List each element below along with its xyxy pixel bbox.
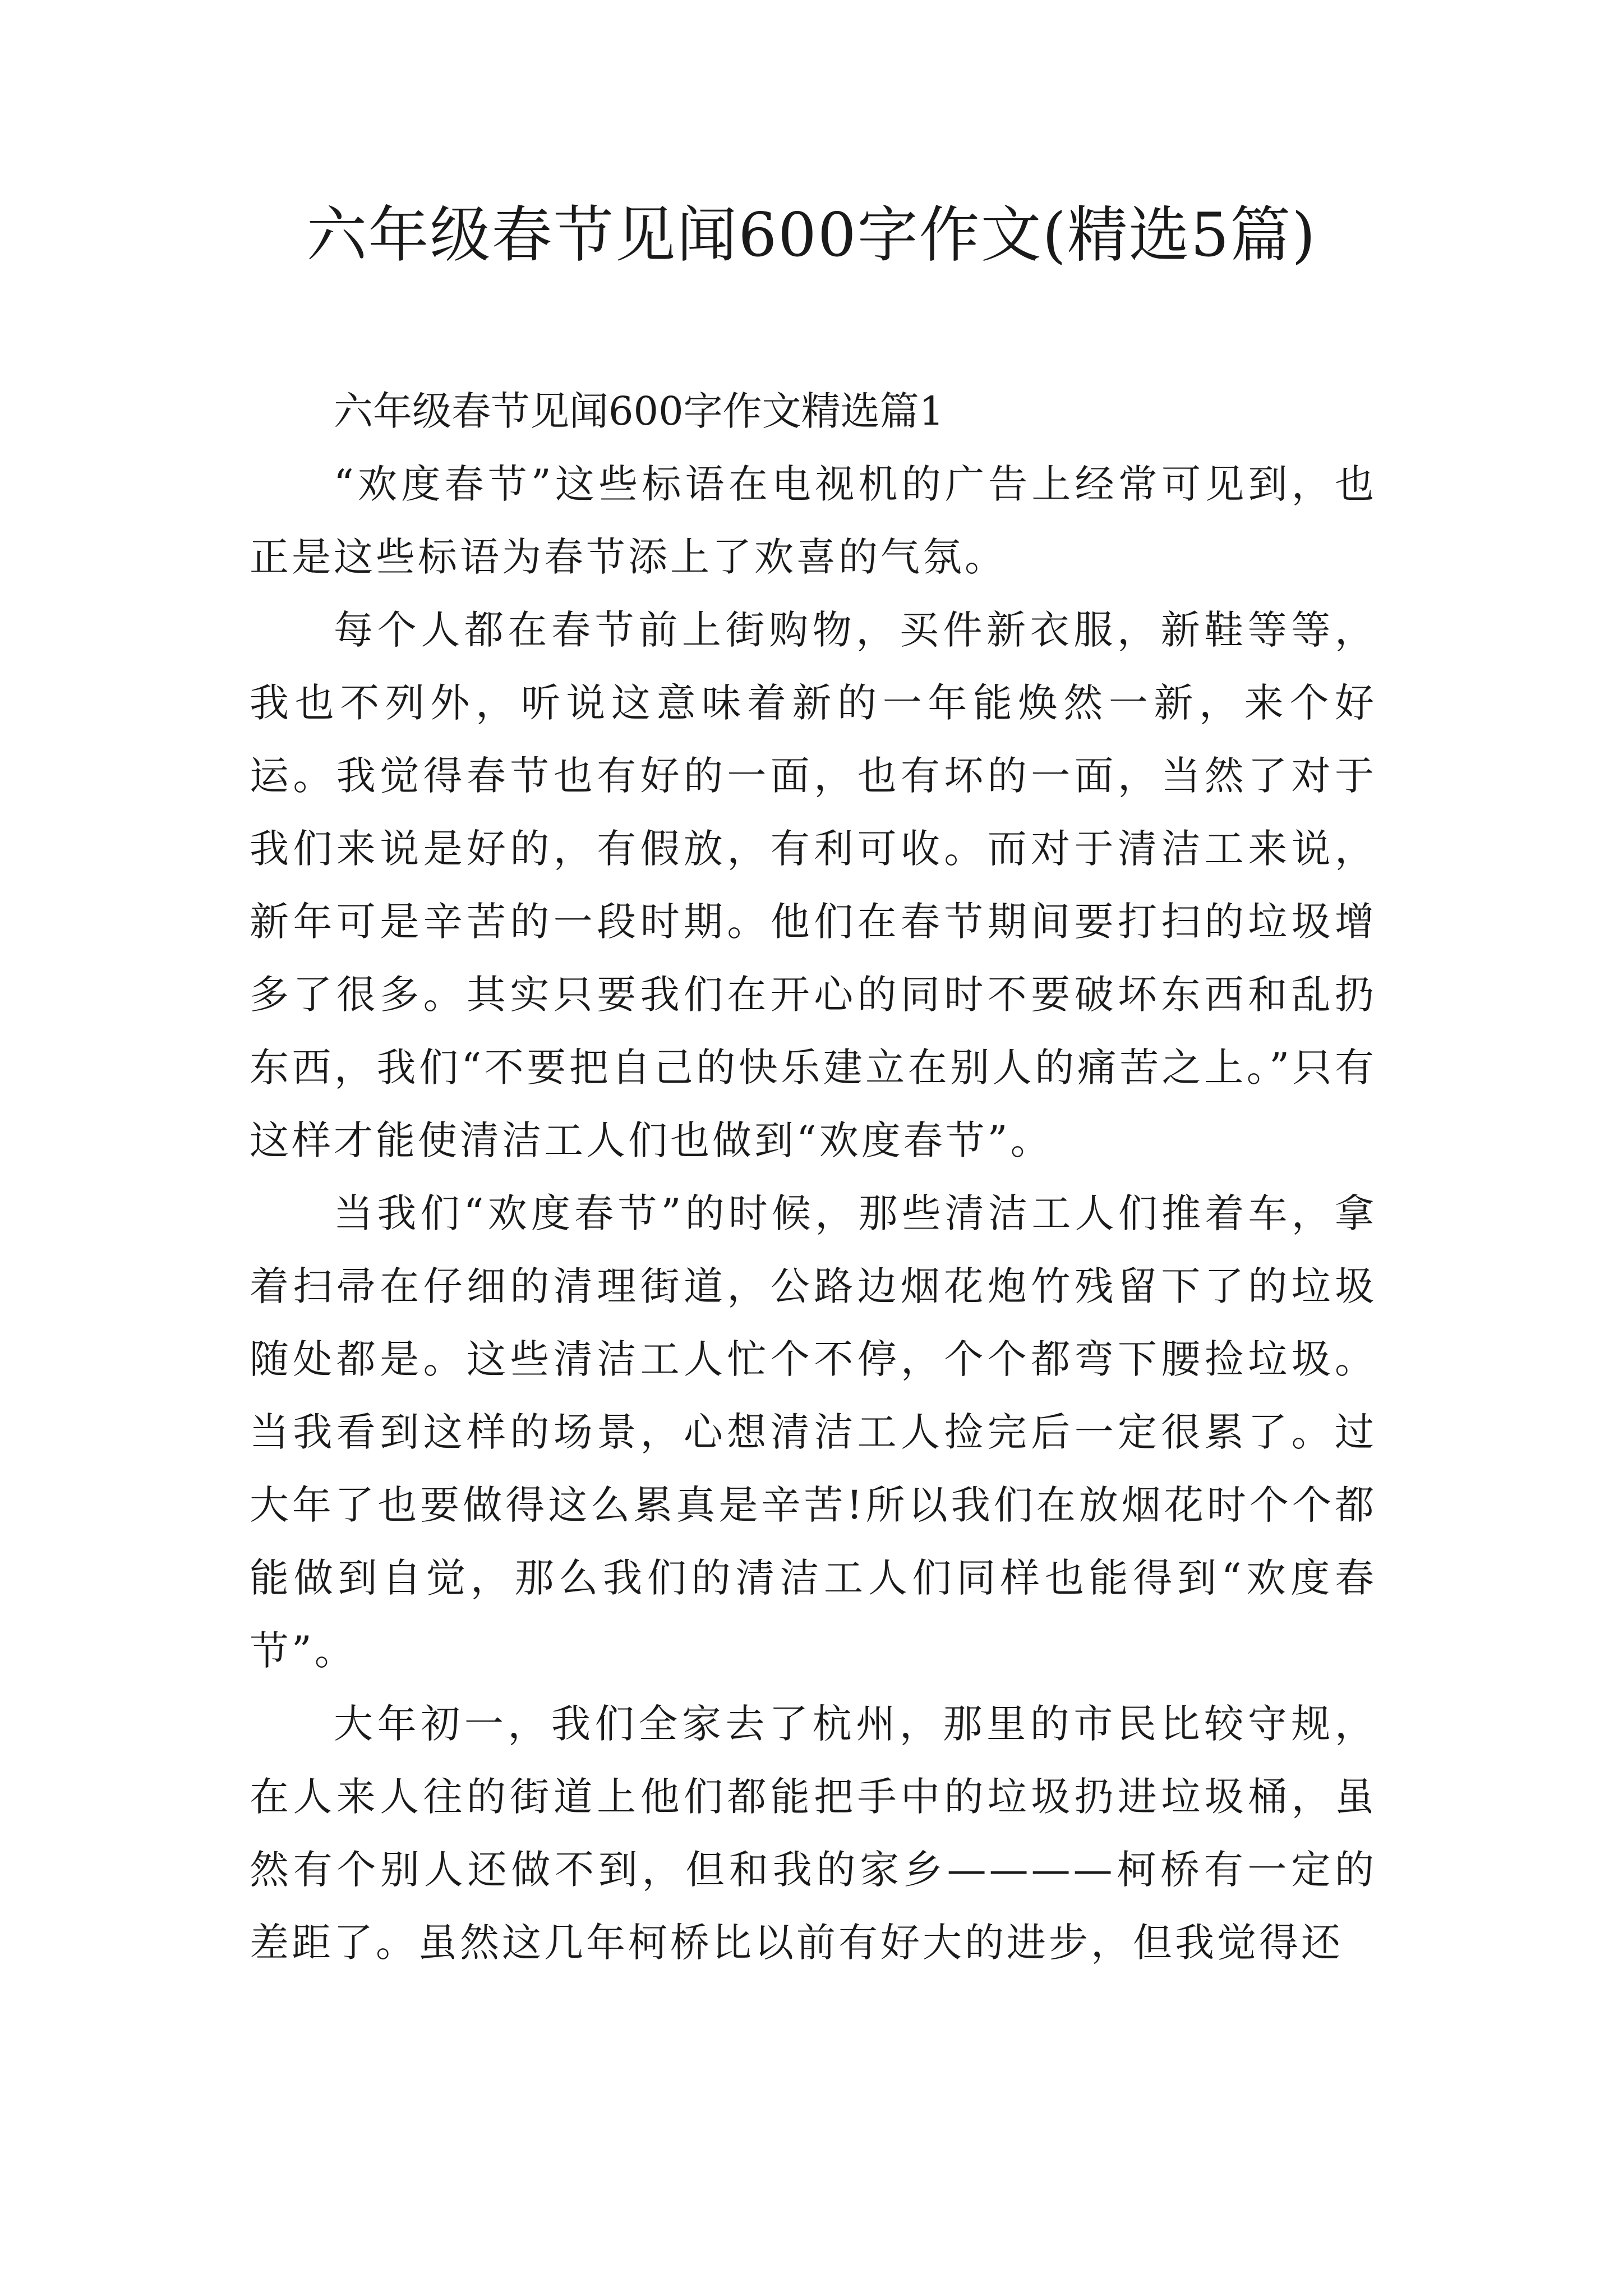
paragraph-2: 每个人都在春节前上街购物，买件新衣服，新鞋等等，我也不列外，听说这意味着新的一年能焕然一新，来个好运。我觉得春节也有好的一面，也有坏的一面，当然了对于我们来说是好的，有假放，有利可收。而对于清洁工来说，新年可是辛苦的一段时期。他们在春节期间要打扫的垃圾增多了很多。其实只要我们在开心的同时不要破坏东西和乱扔东西，我们“不要把自己的快乐建立在别人的痛苦之上。”只有这样才能使清洁工人们也做到“欢度春节”。 (250, 607, 1377, 1163)
document-body (250, 375, 1377, 1979)
paragraph-1: “欢度春节”这些标语在电视机的广告上经常可见到，也正是这些标语为春节添上了欢喜的气氛。 (250, 461, 1377, 580)
paragraph-3: 当我们“欢度春节”的时候，那些清洁工人们推着车，拿着扫帚在仔细的清理街道，公路边烟花炮竹残留下了的垃圾随处都是。这些清洁工人忙个不停，个个都弯下腰捡垃圾。当我看到这样的场景，心想清洁工人捡完后一定很累了。过大年了也要做得这么累真是辛苦!所以我们在放烟花时个个都能做到自觉，那么我们的清洁工人们同样也能得到“欢度春节”。 (250, 1190, 1377, 1674)
paragraph-4: 大年初一，我们全家去了杭州，那里的市民比较守规，在人来人往的街道上他们都能把手中的垃圾扔进垃圾桶，虽然有个别人还做不到，但和我的家乡————柯桥有一定的差距了。虽然这几年柯桥比以前有好大的进步，但我觉得还 (250, 1701, 1377, 1966)
section-heading: 六年级春节见闻600字作文精选篇1 (334, 388, 944, 434)
document-title: 六年级春节见闻600字作文(精选5篇) (306, 200, 1317, 270)
